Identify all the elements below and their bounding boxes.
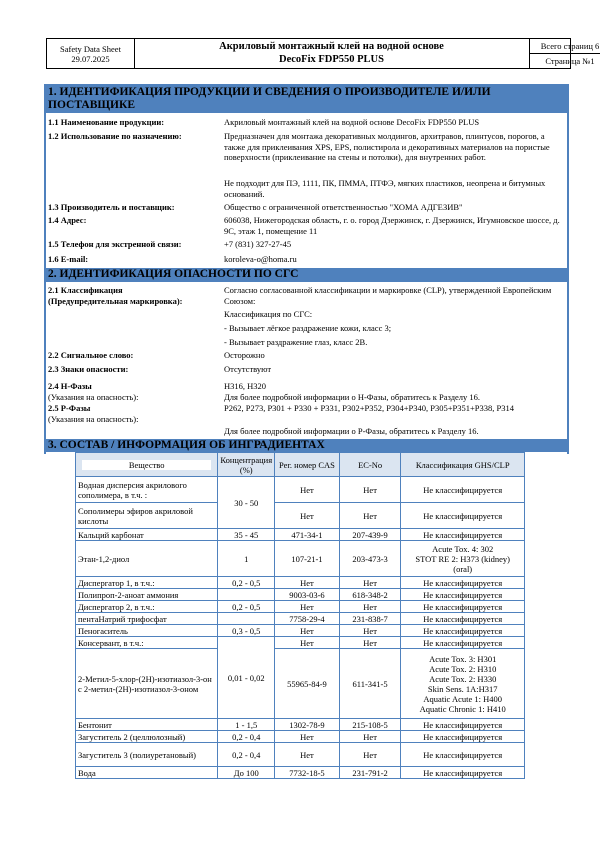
concentration-cell: 0,3 - 0,5 <box>218 625 275 637</box>
address-label: 1.4 Адрес: <box>48 215 87 225</box>
substance-cell: Загуститель 2 (целлюлозный) <box>76 731 218 743</box>
table-row <box>76 743 525 767</box>
table-row <box>76 589 525 601</box>
substance-cell: Вода <box>76 767 218 779</box>
ec-cell: Нет <box>339 743 401 767</box>
table-row <box>76 503 525 529</box>
classification-cell: Не классифицируется <box>401 503 525 529</box>
substance-cell: Консервант, в т.ч.: <box>76 637 218 649</box>
column-header-substance: Вещество <box>76 453 218 477</box>
classification-label: 2.1 Классификация <box>48 285 123 295</box>
p-phrases-label: 2.5 Р-Фазы <box>48 403 91 413</box>
cas-cell: Нет <box>275 731 340 743</box>
ec-cell: 231-838-7 <box>339 613 401 625</box>
ec-cell: Нет <box>339 601 401 613</box>
ec-cell: 215-108-5 <box>339 719 401 731</box>
classification-line: Acute Tox. 4: 302 <box>432 543 494 554</box>
manufacturer-value: Общество с ограниченной ответственностью "ХОМА АДГЕЗИВ" <box>224 202 463 212</box>
concentration-cell: 35 - 45 <box>218 529 275 541</box>
table-header-row <box>76 453 525 477</box>
substance-cell: Водная дисперсия акрилового сополимера, в т.ч. : <box>76 477 218 503</box>
product-name-label: 1.1 Наименование продукции: <box>48 117 165 127</box>
substance-cell: Диспергатор 2, в т.ч.: <box>76 601 218 613</box>
classification-cell: Не классифицируется <box>401 613 525 625</box>
classification-cell: Не классифицируется <box>401 601 525 613</box>
h-phrases-label: 2.4 Н-Фазы <box>48 381 92 391</box>
ec-cell: 203-473-3 <box>339 541 401 577</box>
substance-cell: пентаНатрий трифосфат <box>76 613 218 625</box>
cas-cell: 1302-78-9 <box>275 719 340 731</box>
hazard-signs-value: Отсутствуют <box>224 364 272 374</box>
h-phrases-sublabel: (Указания на опасность): <box>48 392 139 402</box>
concentration-cell: 0,2 - 0,4 <box>218 731 275 743</box>
signal-word-label: 2.2 Сигнальное слово: <box>48 350 134 360</box>
hazard-signs-label: 2.3 Знаки опасности: <box>48 364 129 374</box>
ec-cell: Нет <box>339 637 401 649</box>
table-row <box>76 719 525 731</box>
classification-cell: Не классифицируется <box>401 577 525 589</box>
cas-cell: 9003-03-6 <box>275 589 340 601</box>
concentration-cell: До 100 <box>218 767 275 779</box>
ec-cell: 231-791-2 <box>339 767 401 779</box>
classification-value: Согласно согласованной классификации и маркировке (CLP), утвержденной Европейским Союзом: <box>224 285 552 306</box>
cas-cell: Нет <box>275 577 340 589</box>
manufacturer-label: 1.3 Производитель и поставщик: <box>48 202 175 212</box>
page-info-cell <box>529 39 600 68</box>
cas-cell: 107-21-1 <box>275 541 340 577</box>
substance-cell: Бентонит <box>76 719 218 731</box>
cas-cell: Нет <box>275 637 340 649</box>
section-3-heading: 3. СОСТАВ / ИНФОРМАЦИЯ ОБ ИНГРАДИЕНТАХ <box>44 439 569 452</box>
concentration-cell: 0,2 - 0,4 <box>218 743 275 767</box>
table-row <box>76 731 525 743</box>
classification-line: Acute Tox. 2: H330 <box>429 673 497 684</box>
classification-cell <box>401 649 525 719</box>
cas-cell: Нет <box>275 503 340 529</box>
table-row <box>76 529 525 541</box>
emergency-phone-label: 1.5 Телефон для экстренной связи: <box>48 239 182 249</box>
document-title <box>135 39 528 68</box>
table-row <box>76 637 525 649</box>
column-header-cas: Рег. номер CAS <box>275 453 340 477</box>
substance-cell: 2-Метил-5-хлор-(2Н)-изотиазол-3-он с 2-метил-(2Н)-изотиазол-3-оном <box>76 649 218 719</box>
address-value: 606038, Нижегородская область, г. о. город Дзержинск, г. Дзержинск, Игумновское шоссе, д. 9С, этаж 1, помещение 11 <box>224 215 560 236</box>
substance-cell: Диспергатор 1, в т.ч.: <box>76 577 218 589</box>
classification-cell: Не классифицируется <box>401 743 525 767</box>
concentration-cell: 1 - 1,5 <box>218 719 275 731</box>
concentration-cell <box>218 589 275 601</box>
concentration-cell: 0,01 - 0,02 <box>218 637 275 719</box>
classification-cell: Не классифицируется <box>401 637 525 649</box>
classification-cell: Не классифицируется <box>401 731 525 743</box>
table-row <box>76 625 525 637</box>
concentration-cell: 30 - 50 <box>218 477 275 529</box>
classification-cell: Не классифицируется <box>401 477 525 503</box>
ghs-item: - Вызывает лёгкое раздражение кожи, класс 3; <box>224 323 392 333</box>
concentration-cell: 1 <box>218 541 275 577</box>
classification-cell: Не классифицируется <box>401 767 525 779</box>
document-header <box>46 38 600 69</box>
ec-cell: Нет <box>339 577 401 589</box>
p-phrases-value: P262, P273, P301 + P330 + P331, P302+P352, P304+P340, P305+P351+P338, P314 <box>224 403 514 413</box>
ghs-classification-label: Классификация по СГС: <box>224 309 313 319</box>
cas-cell: 7758-29-4 <box>275 613 340 625</box>
section-1-heading: 1. ИДЕНТИФИКАЦИЯ ПРОДУКЦИИ И СВЕДЕНИЯ О ПРОИЗВОДИТЕЛЕ И/ИЛИ ПОСТАВЩИКЕ <box>44 84 569 113</box>
cas-cell: 55965-84-9 <box>275 649 340 719</box>
table-row <box>76 601 525 613</box>
concentration-cell: 0,2 - 0,5 <box>218 601 275 613</box>
h-phrases-value: H316, H320 <box>224 381 267 391</box>
composition-table <box>75 452 525 779</box>
table-row <box>76 477 525 503</box>
table-row <box>76 577 525 589</box>
substance-cell: Кальций карбонат <box>76 529 218 541</box>
classification-cell: Не классифицируется <box>401 719 525 731</box>
cas-cell: 471-34-1 <box>275 529 340 541</box>
substance-cell: Сополимеры эфиров акриловой кислоты <box>76 503 218 529</box>
cas-cell: 7732-18-5 <box>275 767 340 779</box>
cas-cell: Нет <box>275 601 340 613</box>
cas-cell: Нет <box>275 477 340 503</box>
sds-date: 29.07.2025 <box>71 53 110 64</box>
h-phrases-note: Для более подробной информации о Н-Фазы, обратитесь к Разделу 16. <box>224 392 481 402</box>
classification-cell: Не классифицируется <box>401 529 525 541</box>
email-value[interactable]: koroleva-o@homa.ru <box>224 254 297 264</box>
table-row <box>76 541 525 577</box>
intended-use-restriction: Не подходит для ПЭ, 1111, ПК, ПММА, ПТФЭ, мягких пластиков, неопрена и битумных оснований. <box>224 178 546 199</box>
ec-cell: Нет <box>339 503 401 529</box>
substance-cell: Этан-1,2-диол <box>76 541 218 577</box>
ec-cell: Нет <box>339 731 401 743</box>
ec-cell: 207-439-9 <box>339 529 401 541</box>
product-name-value: Акриловый монтажный клей на водной основе DecoFix FDP550 PLUS <box>224 117 480 127</box>
ec-cell: Нет <box>339 625 401 637</box>
column-header-ec: EC-No <box>339 453 401 477</box>
p-phrases-sublabel: (Указания на опасность): <box>48 414 139 424</box>
substance-cell: Загуститель 3 (полиуретановый) <box>76 743 218 767</box>
ec-cell: 618-348-2 <box>339 589 401 601</box>
classification-sublabel: (Предупредительная маркировка): <box>48 296 183 306</box>
ec-cell: 611-341-5 <box>339 649 401 719</box>
title-line-1: Акриловый монтажный клей на водной основе <box>219 41 444 52</box>
classification-cell: Не классифицируется <box>401 589 525 601</box>
signal-word-value: Осторожно <box>224 350 265 360</box>
intended-use-label: 1.2 Использование по назначению: <box>48 131 182 141</box>
classification-line: Aquatic Acute 1: H400 <box>423 693 503 704</box>
classification-line: Acute Tox. 3: H301 <box>429 653 497 664</box>
classification-line: (oral) <box>453 563 473 574</box>
classification-line: Skin Sens. 1A:H317 <box>427 683 498 694</box>
classification-line: Aquatic Chronic 1: H410 <box>419 703 506 714</box>
column-header-classification: Классификация GHS/CLP <box>401 453 525 477</box>
substance-cell: Полипроп-2-аноат аммония <box>76 589 218 601</box>
ghs-item: - Вызывает раздражение глаз, класс 2В. <box>224 337 368 347</box>
table-row <box>76 767 525 779</box>
classification-line: STOT RE 2: H373 (kidney) <box>415 553 511 564</box>
sds-info-cell <box>47 39 135 68</box>
title-line-2: DecoFix FDP550 PLUS <box>279 53 384 65</box>
table-row <box>76 649 525 719</box>
table-row <box>76 613 525 625</box>
cas-cell: Нет <box>275 743 340 767</box>
concentration-cell <box>218 613 275 625</box>
total-pages: Всего страниц 6 <box>529 39 600 54</box>
classification-cell: Не классифицируется <box>401 625 525 637</box>
column-header-concentration: Концентрация (%) <box>218 453 275 477</box>
section-2-heading: 2. ИДЕНТИФИКАЦИЯ ОПАСНОСТИ ПО СГС <box>44 268 569 282</box>
emergency-phone-value: +7 (831) 327-27-45 <box>224 239 292 249</box>
substance-cell: Пеногаситель <box>76 625 218 637</box>
p-phrases-note: Для более подробной информации о Р-Фазы, обратитесь к Разделу 16. <box>224 426 479 436</box>
classification-cell <box>401 541 525 577</box>
email-label: 1.6 E-mail: <box>48 254 89 264</box>
cas-cell: Нет <box>275 625 340 637</box>
concentration-cell: 0,2 - 0,5 <box>218 577 275 589</box>
classification-line: Acute Tox. 2: H310 <box>429 663 497 674</box>
sds-label: Safety Data Sheet <box>60 43 121 54</box>
page-number: Страница №1 <box>529 54 600 68</box>
intended-use-value: Предназначен для монтажа декоративных молдингов, архитравов, плинтусов, порогов, а также для приклеивания XPS, EPS, полистирола и декоративных материалов на пористые поверхности (приклеивание на стены и потолки), для внутренних работ. <box>224 131 550 162</box>
ec-cell: Нет <box>339 477 401 503</box>
